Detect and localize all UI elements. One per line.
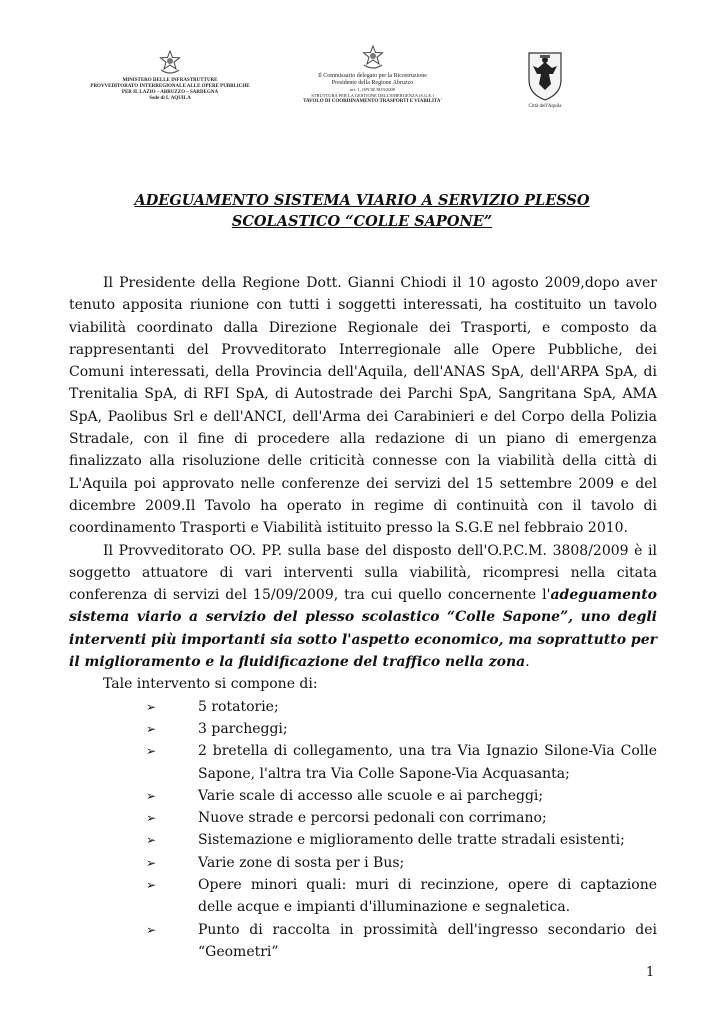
arrow-bullet-icon: ➢: [146, 878, 157, 893]
list-item-text: Varie scale di accesso alle scuole e ai parcheggi;: [198, 787, 544, 804]
list-item-text: Punto di raccolta in prossimità dell'ingresso secondario dei “Geometri”: [198, 921, 657, 960]
list-item-text: Nuove strade e percorsi pedonali con corrimano;: [198, 810, 547, 827]
paragraph: Il Presidente della Regione Dott. Gianni Chiodi il 10 agosto 2009,dopo aver tenuto apposita riunione con tutti i soggetti interessati, ha costituito un tavolo viabilità coordinato dalla Direzione Regionale dei Trasporti, e composto da rappresentanti del Provveditorato Interregionale alle Opere Pubbliche, dei Comuni interessati, della Provincia dell'Aquila, dell'ANAS SpA, dell'ARPA SpA, di Trenitalia SpA, di RFI SpA, di Autostrade dei Parchi SpA, Sangritana SpA, AMA SpA, Paolibus Srl e dell'ANCI, dell'Arma dei Carabinieri e del Corpo della Polizia Stradale, con il fine di procedere alla redazione di un piano di emergenza finalizzato alla risoluzione delle criticità connesse con la viabilità della città di L'Aquila poi approvato nelle conferenze dei servizi del 15 settembre 2009 e del dicembre 2009.Il Tavolo ha operato in regime di continuità con il tavolo di coordinamento Trasporti e Viabilità istituito presso la S.G.E nel febbraio 2010.: [69, 275, 657, 537]
italian-emblem-icon: [158, 50, 182, 76]
letterhead-line: STRUTTURA PER LA GESTIONE DELL'EMERGENZA (S.G.E.): [311, 93, 434, 98]
letterhead: [0, 40, 724, 130]
list-item: [69, 696, 657, 718]
list-item: [69, 740, 657, 785]
intervention-list: [69, 696, 657, 964]
paragraph: Tale intervento si compone di:: [103, 676, 318, 693]
letterhead-line: PROVVEDITORATO INTERREGIONALE ALLE OPERE PUBBLICHE: [90, 84, 250, 89]
arrow-bullet-icon: ➢: [146, 788, 157, 803]
arrow-bullet-icon: ➢: [146, 833, 157, 848]
letterhead-line: art. 1, OPCM 3833/2009: [349, 87, 396, 92]
list-item: [69, 785, 657, 807]
arrow-bullet-icon: ➢: [146, 744, 157, 759]
paragraph-text: Il Provveditorato OO. PP. sulla base del disposto dell'O.P.C.M. 3808/2009 è il soggetto attuatore di vari interventi sulla viabilità, ricompresi nella citata conferenza di servizi del 15/09/2009, tra cui quello concernente l': [69, 542, 657, 604]
page-number: 1: [646, 965, 655, 980]
list-item-text: 3 parcheggi;: [198, 720, 288, 737]
paragraph: [69, 540, 657, 674]
letterhead-line: Sede di L'AQUILA: [149, 96, 191, 101]
ministry-letterhead: [80, 50, 260, 102]
italian-emblem-icon: [361, 45, 385, 71]
letterhead-line: Il Commissario delegato per la Ricostruzione: [318, 73, 427, 79]
letterhead-line: Presidente della Regione Abruzzo: [331, 80, 414, 86]
list-item: [69, 829, 657, 851]
city-crest-icon: [526, 50, 564, 102]
arrow-bullet-icon: ➢: [146, 699, 157, 714]
paragraph-text: .: [525, 654, 530, 671]
list-item-text: 5 rotatorie;: [198, 698, 279, 715]
arrow-bullet-icon: ➢: [146, 721, 157, 736]
list-item: [69, 919, 657, 964]
list-item-text: Varie zone di sosta per i Bus;: [198, 854, 405, 871]
list-item: [69, 718, 657, 740]
list-item-text: Sistemazione e miglioramento delle tratte stradali esistenti;: [198, 832, 625, 849]
document-title: [60, 190, 664, 232]
list-item: [69, 807, 657, 829]
list-item-text: Opere minori quali: muri di recinzione, opere di captazione delle acque e impianti d'illuminazione e segnaletica.: [198, 877, 657, 916]
city-letterhead: [520, 50, 570, 110]
letterhead-line: TAVOLO DI COORDINAMENTO TRASPORTI E VIABILITA': [303, 99, 442, 104]
title-line: ADEGUAMENTO SISTEMA VIARIO A SERVIZIO PLESSO: [134, 192, 590, 209]
arrow-bullet-icon: ➢: [146, 922, 157, 937]
commissioner-letterhead: [285, 45, 460, 105]
paragraph-emphasis: adeguamento sistema viario a servizio del plesso scolastico “Colle Sapone”, uno degli interventi più importanti sia sotto l'aspetto economico, ma soprattutto per il miglioramento e la fluidificazione del traffico nella zona: [69, 587, 657, 671]
letterhead-line: MINISTERO DELLE INFRASTRUTTURE: [122, 78, 218, 83]
list-item-text: 2 bretella di collegamento, una tra Via Ignazio Silone-Via Colle Sapone, l'altra tra Via Colle Sapone-Via Acquasanta;: [198, 743, 657, 782]
arrow-bullet-icon: ➢: [146, 855, 157, 870]
city-caption: Città dell'Aquila: [528, 104, 562, 109]
letterhead-line: PER IL LAZIO – ABRUZZO – SARDEGNA: [121, 90, 219, 95]
list-item: [69, 874, 657, 919]
list-item: [69, 852, 657, 874]
title-line: SCOLASTICO “COLLE SAPONE”: [231, 213, 493, 230]
arrow-bullet-icon: ➢: [146, 811, 157, 826]
document-body: [69, 272, 657, 963]
